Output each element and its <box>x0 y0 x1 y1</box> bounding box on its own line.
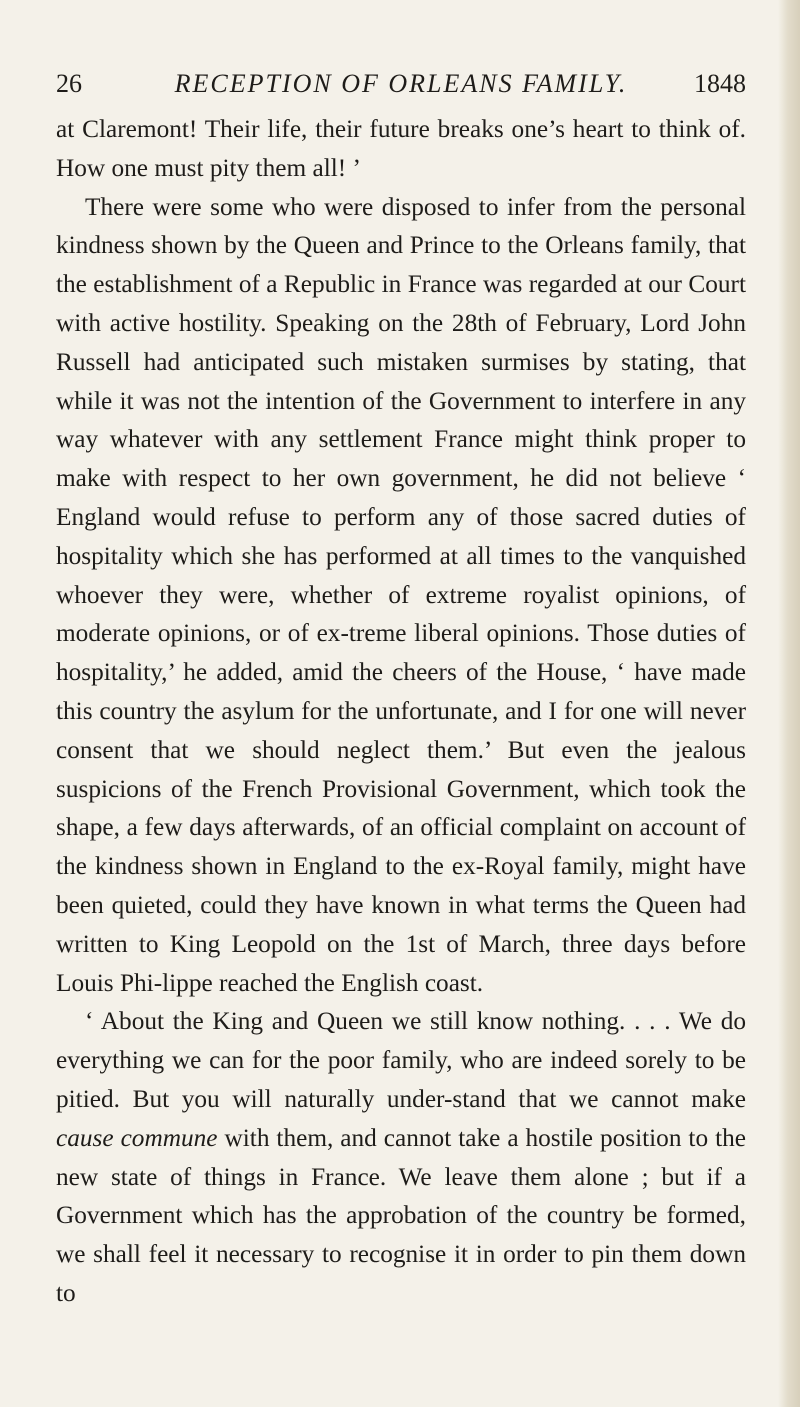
paragraph-queen-letter <box>56 1002 746 1312</box>
running-head-year: 1848 <box>694 69 746 98</box>
letter-italic-phrase: cause commune <box>56 1123 218 1152</box>
body-text <box>56 110 746 1313</box>
paragraph-continuation: at Claremont! Their life, their future breaks one’s heart to think of. How one must pity them all! ’ <box>56 115 746 182</box>
book-page <box>56 64 746 1313</box>
paragraph-russell-speech: There were some who were disposed to infer from the personal kindness shown by the Queen and Prince to the Orleans family, that the establishment of a Republic in France was regarded at our Court with active hostility. Speaking on the 28th of February, Lord John Russell had anticipated such mistaken surmises by stating, that while it was not the intention of the Government to interfere in any way whatever with any settlement France might think proper to make with respect to her own government, he did not believe ‘ England would refuse to perform any of those sacred duties of hospitality which she has performed at all times to the vanquished whoever they were, whether of extreme royalist opinions, of moderate opinions, or of ex-treme liberal opinions. Those duties of hospitality,’ he added, amid the cheers of the House, ‘ have made this country the asylum for the unfortunate, and I for one will never consent that we should neglect them.’ But even the jealous suspicions of the French Provisional Government, which took the shape, a few days afterwards, of an official complaint on account of the kindness shown in England to the ex-Royal family, might have been quieted, could they have known in what terms the Queen had written to King Leopold on the 1st of March, three days before Louis Phi-lippe reached the English coast. <box>56 192 746 997</box>
letter-text-before-italic: ‘ About the King and Queen we still know nothing. . . . We do everything we can for the poor family, who are indeed sorely to be pitied. But you will naturally under-stand that we cannot make <box>56 1007 746 1113</box>
page-number: 26 <box>56 69 82 98</box>
page-edge-shadow <box>778 0 800 1407</box>
letter-text-after-italic: with them, and cannot take a hostile position to the new state of things in France. We leave them alone ; but if a Government which has the approbation of the country be formed, we shall feel it necessary to recognise it in order to pin them down to <box>56 1123 746 1307</box>
running-head <box>56 64 746 104</box>
running-head-title: RECEPTION OF ORLEANS FAMILY. <box>174 69 628 98</box>
